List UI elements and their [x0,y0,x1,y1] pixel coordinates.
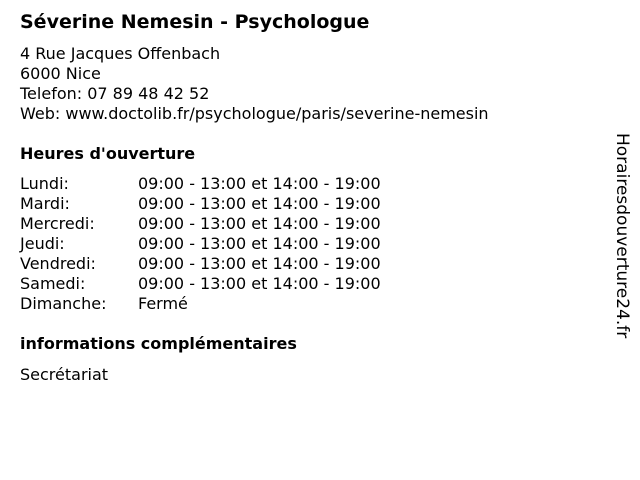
hours-table [20,174,381,314]
page-title: Séverine Nemesin - Psychologue [20,11,370,33]
day-label: Mercredi: [20,214,95,233]
day-hours: 09:00 - 13:00 et 14:00 - 19:00 [138,214,381,233]
day-hours: 09:00 - 13:00 et 14:00 - 19:00 [138,234,381,253]
day-label: Lundi: [20,174,69,193]
day-label: Dimanche: [20,294,107,313]
day-label: Mardi: [20,194,70,213]
hours-row-monday [20,174,381,194]
day-hours: 09:00 - 13:00 et 14:00 - 19:00 [138,194,381,213]
address-street: 4 Rue Jacques Offenbach [20,44,221,63]
hours-row-tuesday [20,194,381,214]
info-heading: informations complémentaires [20,334,297,353]
hours-row-wednesday [20,214,381,234]
day-hours: 09:00 - 13:00 et 14:00 - 19:00 [138,274,381,293]
day-hours: 09:00 - 13:00 et 14:00 - 19:00 [138,174,381,193]
website: Web: www.doctolib.fr/psychologue/paris/severine-nemesin [20,104,489,123]
hours-row-friday [20,254,381,274]
hours-heading: Heures d'ouverture [20,144,196,163]
phone-number: Telefon: 07 89 48 42 52 [20,84,210,103]
hours-row-saturday [20,274,381,294]
day-label: Vendredi: [20,254,96,273]
day-label: Jeudi: [20,234,65,253]
day-hours: 09:00 - 13:00 et 14:00 - 19:00 [138,254,381,273]
address-block [20,44,489,124]
hours-row-thursday [20,234,381,254]
address-city: 6000 Nice [20,64,101,83]
day-label: Samedi: [20,274,86,293]
watermark: Horairesdouverture24.fr [612,133,632,339]
day-hours: Fermé [138,294,188,313]
info-text: Secrétariat [20,365,109,384]
hours-row-sunday [20,294,381,314]
